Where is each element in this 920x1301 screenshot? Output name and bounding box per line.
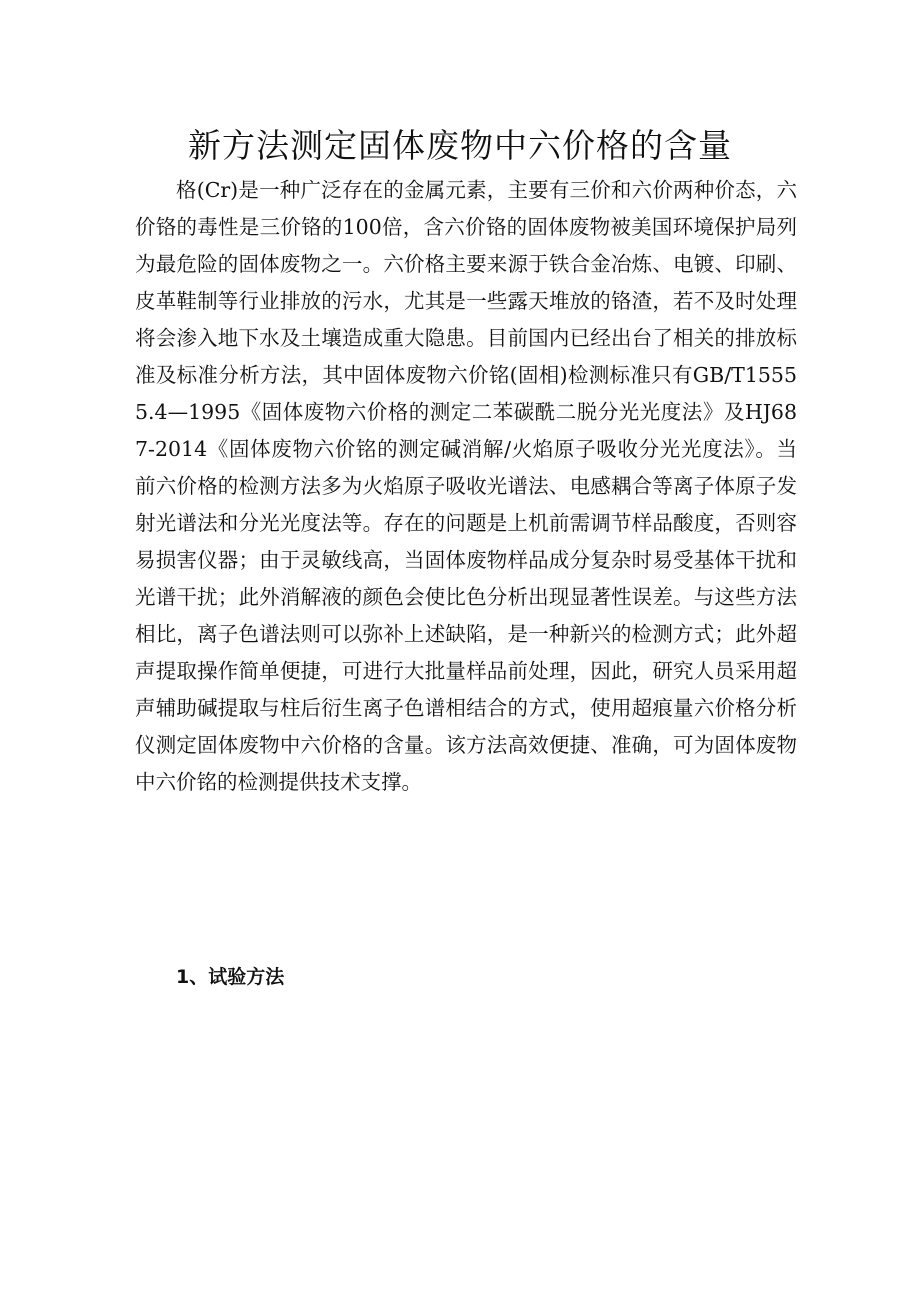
document-title: 新方法测定固体废物中六价格的含量 xyxy=(188,126,732,165)
intro-paragraph: 格(Cr)是一种广泛存在的金属元素，主要有三价和六价两种价态，六价铬的毒性是三价铬的100倍，含六价铬的固体废物被美国环境保护局列为最危险的固体废物之一。六价格主要来源于铁合金冶炼、电镀、印刷、皮革鞋制等行业排放的污水，尤其是一些露天堆放的铬渣，若不及时处理将会渗入地下水及土壤造成重大隐患。目前国内已经出台了相关的排放标准及标准分析方法，其中固体废物六价铭(固相)检测标准只有GB/T15555.4—1995《固体废物六价格的测定二苯碳酰二脱分光光度法》及HJ687-2014《固体废物六价铭的测定碱消解/火焰原子吸收分光光度法》。当前六价格的检测方法多为火焰原子吸收光谱法、电感耦合等离子体原子发射光谱法和分光光度法等。存在的问题是上机前需调节样品酸度，否则容易损害仪器；由于灵敏线高，当固体废物样品成分复杂时易受基体干扰和光谱干扰；此外消解液的颜色会使比色分析出现显著性误差。与这些方法相比，离子色谱法则可以弥补上述缺陷，是一种新兴的检测方式；此外超声提取操作简单便捷，可进行大批量样品前处理，因此，研究人员采用超声辅助碱提取与柱后衍生离子色谱相结合的方式，使用超痕量六价格分析仪测定固体废物中六价格的含量。该方法高效便捷、准确，可为固体废物中六价铭的检测提供技术支撑。 xyxy=(135,178,797,794)
section-heading: 1、试验方法 xyxy=(176,966,285,988)
